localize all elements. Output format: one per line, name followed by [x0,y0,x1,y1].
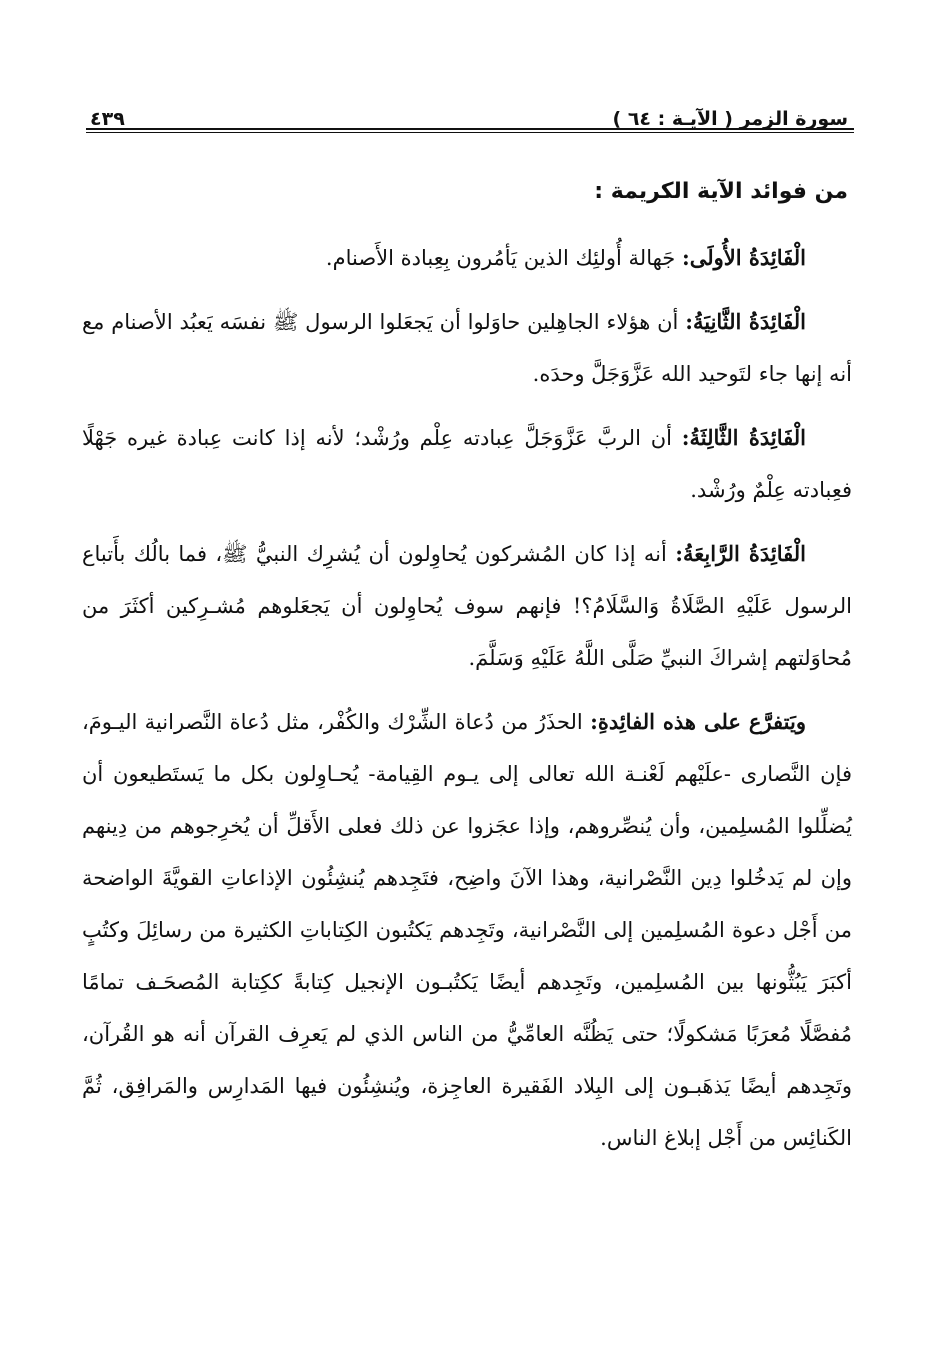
benefit-text: جَهالة أُولئِك الذين يَأمُرون بِعِبادة الأَصنام. [325,246,676,270]
header-rule-thick [86,128,854,130]
benefit-paragraph-2 [82,296,852,400]
closing-label: ويَتفرَّع على هذه الفائِدةِ: [590,709,806,734]
section-heading: من فوائد الآية الكريمة : [594,179,848,204]
benefit-text: أنه إذا كان المُشركون يُحاوِلون أن يُشرِك النبيُّ ﷺ، فما بالُك بأَتباع الرسول عَلَيْهِ الصَّلَاةُ وَالسَّلَامُ؟! فإنهم سوف يُحاوِلون أن يَجعَلوهم مُشـرِكين أكثَرَ من مُحاوَلتهم إشراكَ النبيِّ صَلَّى اللَّهُ عَلَيْهِ وَسَلَّمَ. [82,542,852,670]
benefit-paragraph-1 [82,232,852,284]
benefit-label: الْفَائِدَةُ الثَّانِيَةُ: [685,309,806,334]
benefit-paragraph-4 [82,528,852,684]
page-number: ٤٣٩ [90,108,125,130]
page-body [82,170,852,1164]
benefit-paragraph-3 [82,412,852,516]
benefit-label: الْفَائِدَةُ الأُولَى: [681,245,806,270]
running-header [90,94,848,130]
closing-paragraph [82,696,852,1164]
closing-text: الحذَرُ من دُعاة الشِّرْك والكُفْر، مثل دُعاة النَّصرانية اليـومَ، فإن النَّصارى -علَيْهم لَعْنـة الله تعالى إلى يـوم القِيامة- يُحـاوِلون بكل ما يَستَطيعون أن يُضلِّلوا المُسلِمين، وأن يُنصِّروهم، وإذا عجَزوا عن ذلك فعلى الأَقلِّ أن يُخرِجوهم من دِينهم وإن لم يَدخُلوا دِين النَّصْرانية، وهذا الآنَ واضِح، فتَجِدهم يُنشِئُون الإذاعاتِ القويَّةَ الواضحة من أَجْل دعوة المُسلِمين إلى النَّصْرانية، وتَجِدهم يَكتُبون الكِتاباتِ الكثيرة من رسائِلَ وكتُبٍ أكبَرَ يَبُثُّونها بين المُسلِمين، وتَجِدهم أيضًا يَكتُبـون الإنجيل كِتابةً ككِتابة المُصحَـف تمامًا مُفصَّلًا مُعرَبًا مَشكولًا؛ حتى يَظُنَّه العامِّيُّ من الناس الذي لم يَعرِف القرآن أنه هو القُرآن، وتَجِدهم أيضًا يَذهَبـون إلى البِلاد الفَقيرة العاجِزة، ويُنشِئُون فيها المَدارِس والمَرافِق، ثُمَّ الكَنائِس من أَجْل إبلاغ الناس. [82,710,852,1150]
header-rule-thin [86,132,854,133]
benefit-text: أن الربَّ عَزَّوَجَلَّ عِبادته عِلْم ورُشْد؛ لأنه إذا كانت عِبادة غيره جَهْلًا فعِبادته عِلْمٌ ورُشْد. [82,426,852,502]
benefit-label: الْفَائِدَةُ الرَّابِعَةُ: [675,541,806,566]
surah-title: سورة الزمر ( الآيـة : ٦٤ ) [612,108,848,130]
benefit-label: الْفَائِدَةُ الثَّالِثَةُ: [681,425,806,450]
benefit-text: أن هؤلاء الجاهِلين حاوَلوا أن يَجعَلوا الرسول ﷺ نفسَه يَعبُد الأصنام مع أنه إنها جاء لتَوحيد الله عَزَّوَجَلَّ وحدَه. [82,310,852,386]
